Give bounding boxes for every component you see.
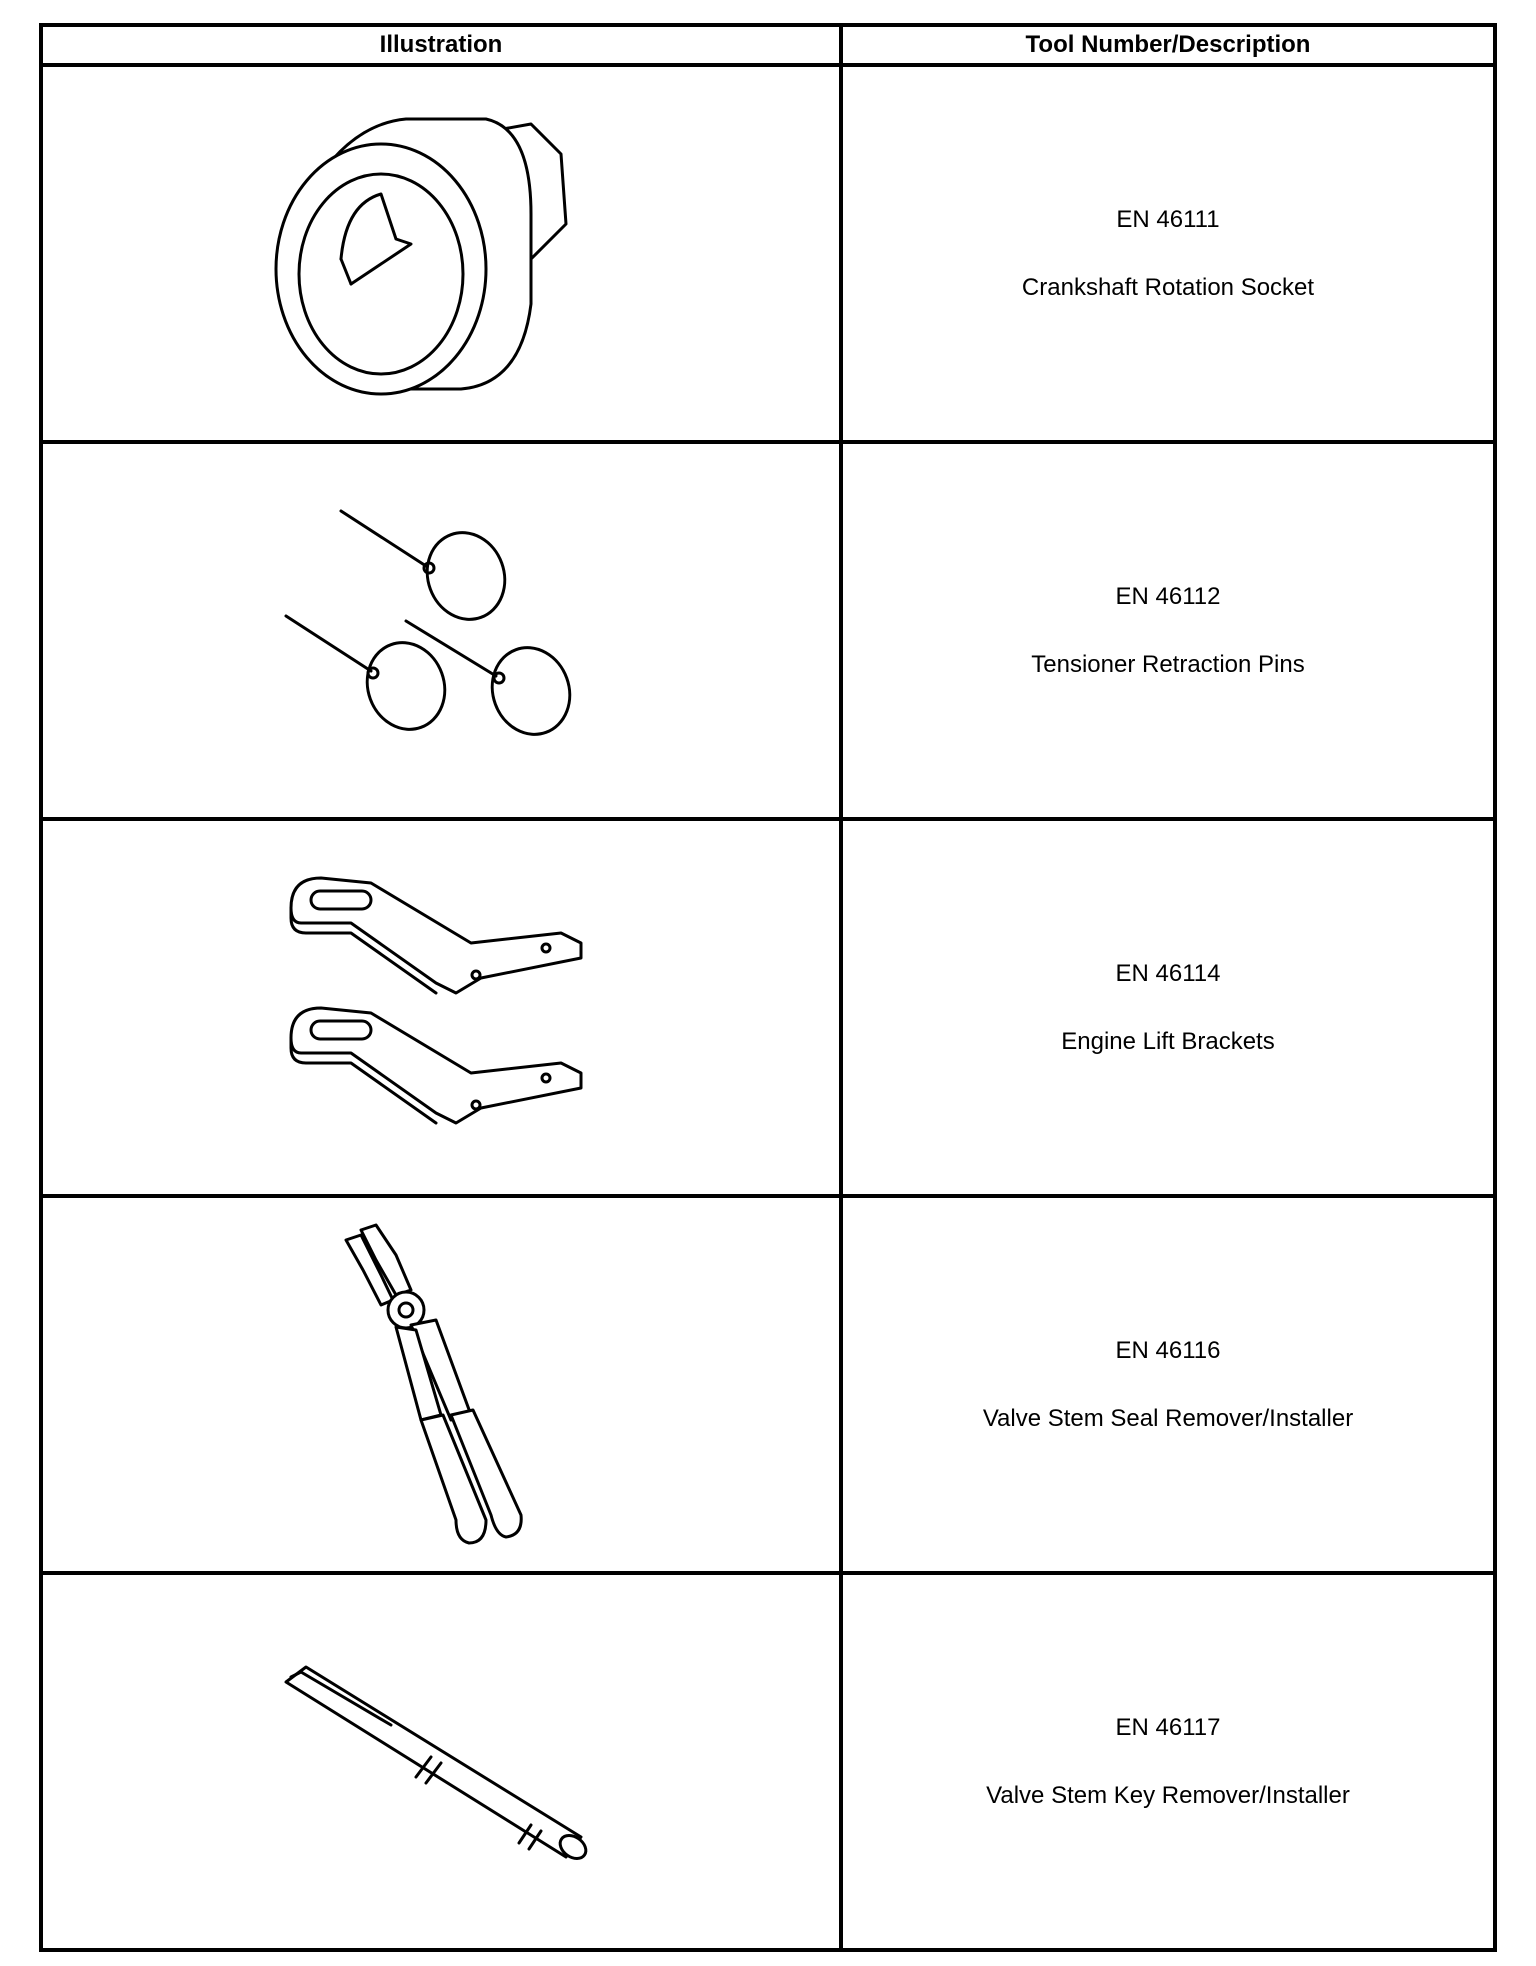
tool-description-cell: [841, 442, 1495, 819]
seal-pliers-icon: [301, 1215, 581, 1555]
table-row: [41, 1573, 1495, 1950]
table-header-row: [41, 25, 1495, 65]
crankshaft-socket-icon: [231, 84, 651, 424]
table-row: [41, 65, 1495, 442]
lift-brackets-icon: [271, 863, 611, 1153]
tool-description: Valve Stem Seal Remover/Installer: [982, 1404, 1354, 1432]
tool-number: EN 46112: [1115, 582, 1221, 610]
tool-description-cell: [841, 65, 1495, 442]
tool-number: EN 46114: [1115, 959, 1221, 987]
tool-description-cell: [841, 1573, 1495, 1950]
tool-description: Tensioner Retraction Pins: [1031, 650, 1305, 678]
header-illustration: Illustration: [41, 25, 841, 65]
tool-description: Crankshaft Rotation Socket: [1021, 273, 1315, 301]
tool-description-cell: [841, 1196, 1495, 1573]
table-row: [41, 442, 1495, 819]
table-row: [41, 1196, 1495, 1573]
header-tool-number-description: Tool Number/Description: [841, 25, 1495, 65]
illustration-cell: [41, 65, 841, 442]
tool-description: Valve Stem Key Remover/Installer: [986, 1781, 1350, 1809]
tool-description: Engine Lift Brackets: [1061, 1027, 1275, 1055]
tool-description-cell: [841, 819, 1495, 1196]
illustration-cell: [41, 1196, 841, 1573]
special-tools-table: [39, 23, 1497, 1952]
key-remover-icon: [271, 1647, 611, 1877]
retraction-pins-icon: [271, 491, 611, 771]
tool-number: EN 46111: [1116, 205, 1220, 233]
illustration-cell: [41, 819, 841, 1196]
tool-number: EN 46117: [1115, 1713, 1221, 1741]
illustration-cell: [41, 1573, 841, 1950]
table-row: [41, 819, 1495, 1196]
tool-number: EN 46116: [1115, 1336, 1221, 1364]
illustration-cell: [41, 442, 841, 819]
